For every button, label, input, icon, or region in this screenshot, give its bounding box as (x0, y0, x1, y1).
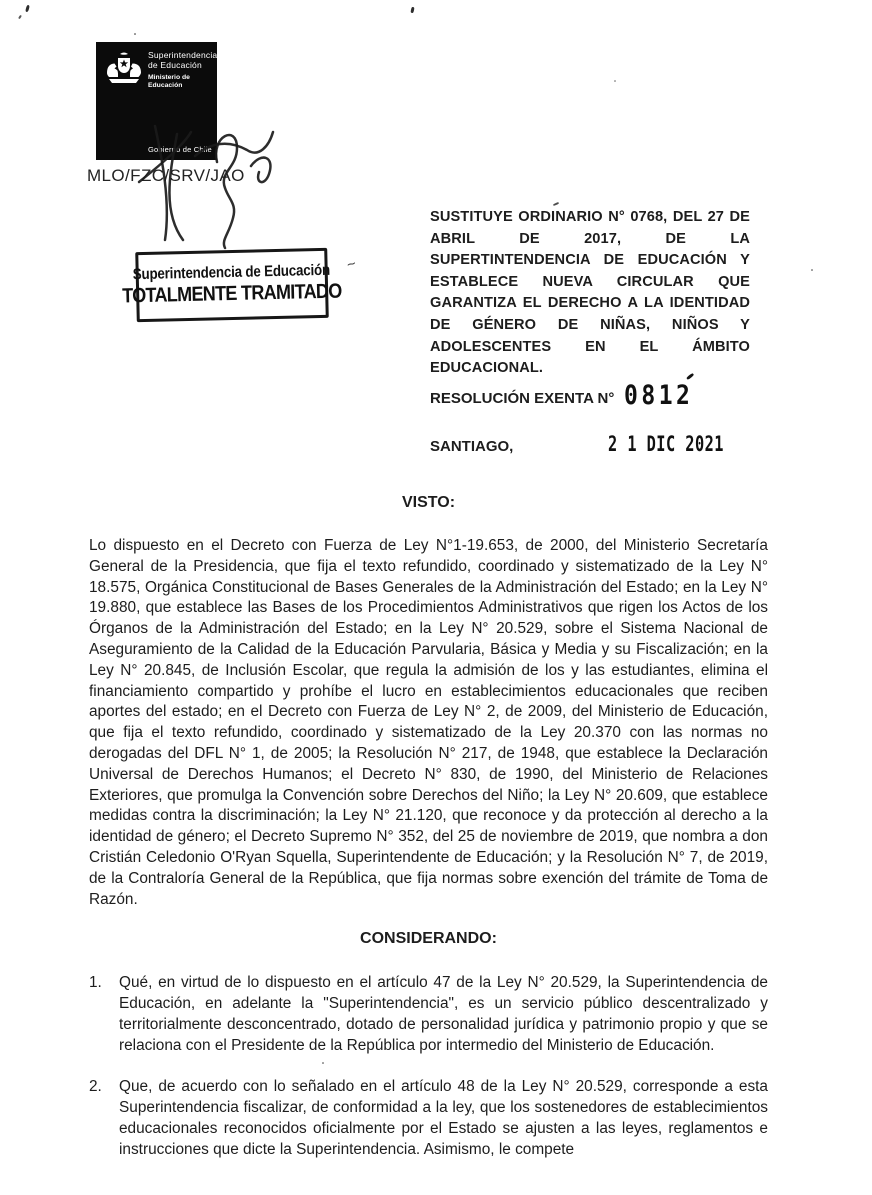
logo-footer: Gobierno de Chile (148, 145, 212, 154)
scan-speck (134, 33, 136, 35)
scan-speck (614, 80, 616, 82)
stamp-status-line: TOTALMENTE TRAMITADO (122, 279, 343, 308)
stamp-institution-line: Superintendencia de Educación (132, 261, 331, 284)
resolution-subject: SUSTITUYE ORDINARIO N° 0768, DEL 27 DE ABRIL DE 2017, DE LA SUPERTINTENDENCIA DE EDUCACIÓN Y ESTABLECE NUEVA CIRCULAR QUE GARANTIZA EL DERECHO A LA IDENTIDAD DE GÉNERO DE NIÑAS, NIÑOS Y ADOLESCENTES EN EL ÁMBITO EDUCACIONAL. (430, 209, 750, 377)
responsibility-initials: MLO/FZC/SRV/JAO (87, 166, 245, 185)
visto-paragraph: Lo dispuesto en el Decreto con Fuerza de Ley N°1-19.653, de 2000, del Ministerio Secretaría General de la Presidencia, que fija el texto refundido, coordinado y sistematizado de la Ley N° 18.575, Orgánica Constitucional de Bases Generales de la Administración del Estado; en la Ley N° 19.880, que establece las Bases de los Procedimientos Administrativos que rigen los Actos de los Órganos de la Administración del Estado; en la Ley N° 20.529, sobre el Sistema Nacional de Aseguramiento de la Calidad de la Educación Parvularia, Básica y Media y su Fiscalización; en la Ley N° 20.845, de Inclusión Escolar, que regula la admisión de los y las estudiantes, elimina el financiamiento compartido y prohíbe el lucro en establecimientos educacionales que reciben aportes del estado; en el Decreto con Fuerza de Ley N° 2, de 2009, del Ministerio de Educación, que fija el texto refundido, coordinado y sistematizado de la Ley 20.370 con las normas no derogadas del DFL N° 1, de 2005; la Resolución N° 217, de 1948, que establece la Declaración Universal de Derechos Humanos; el Decreto N° 830, de 1990, del Ministerio de Relaciones Exteriores, que promulga la Convención sobre Derechos del Niño; la Ley N° 20.609, que establece medidas contra la discriminación; la Ley N° 21.120, que reconoce y da protección al derecho a la identidad de género; el Decreto Supremo N° 352, del 25 de noviembre de 2019, que nombra a don Cristián Celedonio O'Ryan Squella, Superintendente de Educación; y la Resolución N° 7, de 2019, de la Contraloría General de la República, que fija normas sobre exención del trámite de Toma de Razón. (89, 537, 768, 908)
item-number: 2. (89, 1078, 102, 1095)
logo-ministry (148, 74, 190, 90)
logo-title-line1: Superintendencia (148, 50, 218, 60)
resolution-number-stamp: 0812 (624, 381, 694, 411)
logo-ministry-line2: Educación (148, 82, 183, 89)
visto-heading: VISTO: (401, 494, 456, 511)
pen-check-mark: ~ (344, 255, 359, 274)
scan-speck (553, 202, 559, 206)
city-label: SANTIAGO, (430, 438, 514, 455)
scan-speck (322, 1062, 324, 1064)
item-text: Qué, en virtud de lo dispuesto en el artículo 47 de la Ley N° 20.529, la Superintendencia de Educación, en adelante la "Superintendencia", es un servicio público descentralizado y territorialmente desconcentrado, dotado de personalidad jurídica y patrimonio propio y que se relaciona con el Presidente de la República por intermedio del Ministerio de Educación. (119, 974, 768, 1054)
date-stamp: 2 1 DIC 2021 (608, 432, 724, 458)
considerando-item-2 (89, 1077, 768, 1161)
handwritten-signature (125, 120, 290, 262)
logo-ministry-line1: Ministerio de (148, 74, 190, 81)
logo-title-line2: de Educación (148, 60, 202, 70)
item-text: Que, de acuerdo con lo señalado en el artículo 48 de la Ley N° 20.529, corresponde a esta Superintendencia fiscalizar, de conformidad a la ley, que los sostenedores de establecimientos educacionales reconocidos oficialmente por el Estado se ajusten a las leyes, reglamentos e instrucciones que dicte la Superintendencia. Asimismo, le compete (119, 1078, 768, 1158)
considerando-heading: CONSIDERANDO: (360, 930, 497, 947)
tramitado-stamp (122, 248, 343, 322)
resolution-label: RESOLUCIÓN EXENTA N° (430, 390, 615, 407)
logo-title (148, 50, 217, 70)
scan-speck (18, 15, 22, 19)
item-number: 1. (89, 974, 102, 991)
scan-speck (410, 7, 414, 13)
scan-speck (811, 269, 813, 271)
chile-coat-of-arms-icon (103, 50, 145, 86)
scan-speck (25, 5, 30, 13)
considerando-item-1 (89, 973, 768, 1057)
